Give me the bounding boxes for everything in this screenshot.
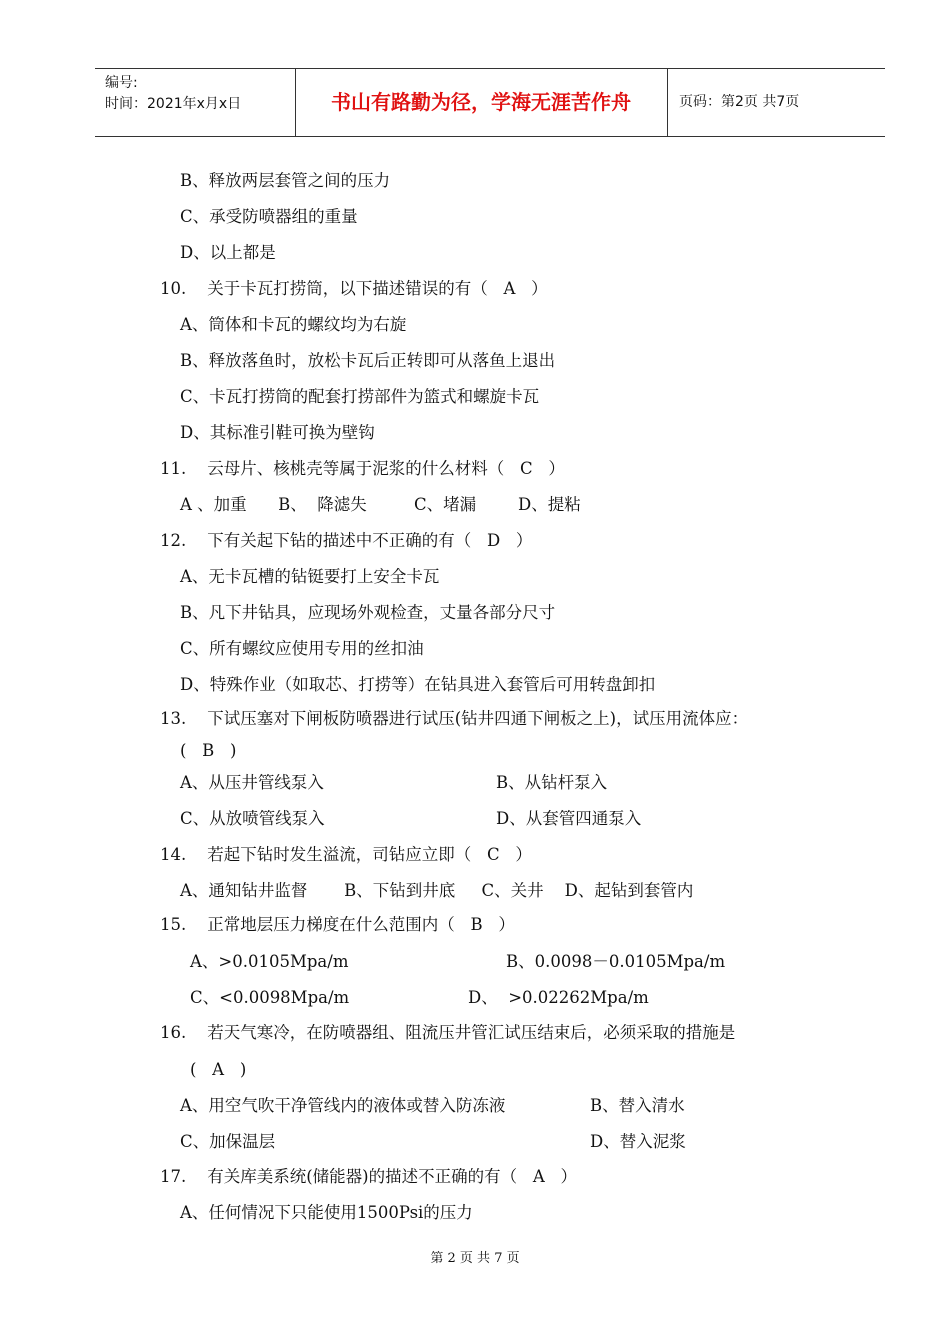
option-line: D、替入泥浆 xyxy=(590,1132,686,1151)
header-divider xyxy=(667,69,668,136)
option-line: A、无卡瓦槽的钻铤要打上安全卡瓦 xyxy=(180,567,440,586)
question-line: 11. 云母片、核桃壳等属于泥浆的什么材料（ C ） xyxy=(160,459,565,478)
option-line: A、通知钻井监督 B、下钻到井底 C、关井 D、起钻到套管内 xyxy=(180,881,694,900)
question-line: 15. 正常地层压力梯度在什么范围内（ B ） xyxy=(160,915,515,934)
option-line: A、用空气吹干净管线内的液体或替入防冻液 xyxy=(180,1096,506,1115)
option-line: A 、加重 B、 降滤失 C、堵漏 D、提粘 xyxy=(180,495,581,514)
option-line: D、特殊作业（如取芯、打捞等）在钻具进入套管后可用转盘卸扣 xyxy=(180,675,656,694)
header-motto: 书山有路勤为径，学海无涯苦作舟 xyxy=(331,90,631,114)
option-line: D、以上都是 xyxy=(180,243,276,262)
option-line: D、 >0.02262Mpa/m xyxy=(468,988,649,1007)
option-line: A、任何情况下只能使用1500Psi的压力 xyxy=(180,1203,473,1222)
option-line: A、>0.0105Mpa/m xyxy=(190,952,349,971)
page-footer: 第 2 页 共 7 页 xyxy=(430,1251,520,1266)
option-line: C、承受防喷器组的重量 xyxy=(180,207,358,226)
option-line: D、其标准引鞋可换为壁钩 xyxy=(180,423,375,442)
page-header xyxy=(95,68,885,137)
option-line: C、<0.0098Mpa/m xyxy=(190,988,350,1007)
option-line: B、从钻杆泵入 xyxy=(496,773,608,792)
option-line: B、0.0098－0.0105Mpa/m xyxy=(506,952,726,971)
option-line: D、从套管四通泵入 xyxy=(496,809,642,828)
option-line: B、替入清水 xyxy=(590,1096,685,1115)
header-page-info: 页码：第2页 共7页 xyxy=(679,94,800,110)
option-line: B、释放落鱼时，放松卡瓦后正转即可从落鱼上退出 xyxy=(180,351,556,370)
answer-line: ( B ) xyxy=(180,741,237,760)
answer-line: ( A ) xyxy=(190,1060,247,1079)
question-line: 16. 若天气寒冷，在防喷器组、阻流压井管汇试压结束后，必须采取的措施是 xyxy=(160,1023,736,1042)
header-meta xyxy=(95,69,295,136)
option-line: B、凡下井钻具，应现场外观检查，丈量各部分尺寸 xyxy=(180,603,556,622)
question-line: 13. 下试压塞对下闸板防喷器进行试压(钻井四通下闸板之上)，试压用流体应： xyxy=(160,709,749,728)
document-time-label: 时间：2021年x月x日 xyxy=(105,96,242,112)
question-line: 14. 若起下钻时发生溢流，司钻应立即（ C ） xyxy=(160,845,532,864)
option-line: C、所有螺纹应使用专用的丝扣油 xyxy=(180,639,424,658)
option-line: A、从压井管线泵入 xyxy=(180,773,324,792)
question-line: 17. 有关库美系统(储能器)的描述不正确的有（ A ） xyxy=(160,1167,577,1186)
option-line: A、筒体和卡瓦的螺纹均为右旋 xyxy=(180,315,407,334)
question-line: 10. 关于卡瓦打捞筒，以下描述错误的有（ A ） xyxy=(160,279,548,298)
option-line: C、卡瓦打捞筒的配套打捞部件为篮式和螺旋卡瓦 xyxy=(180,387,540,406)
option-line: C、加保温层 xyxy=(180,1132,276,1151)
option-line: B、释放两层套管之间的压力 xyxy=(180,171,391,190)
option-line: C、从放喷管线泵入 xyxy=(180,809,325,828)
question-line: 12. 下有关起下钻的描述中不正确的有（ D ） xyxy=(160,531,533,550)
document-number-label: 编号: xyxy=(105,75,138,91)
